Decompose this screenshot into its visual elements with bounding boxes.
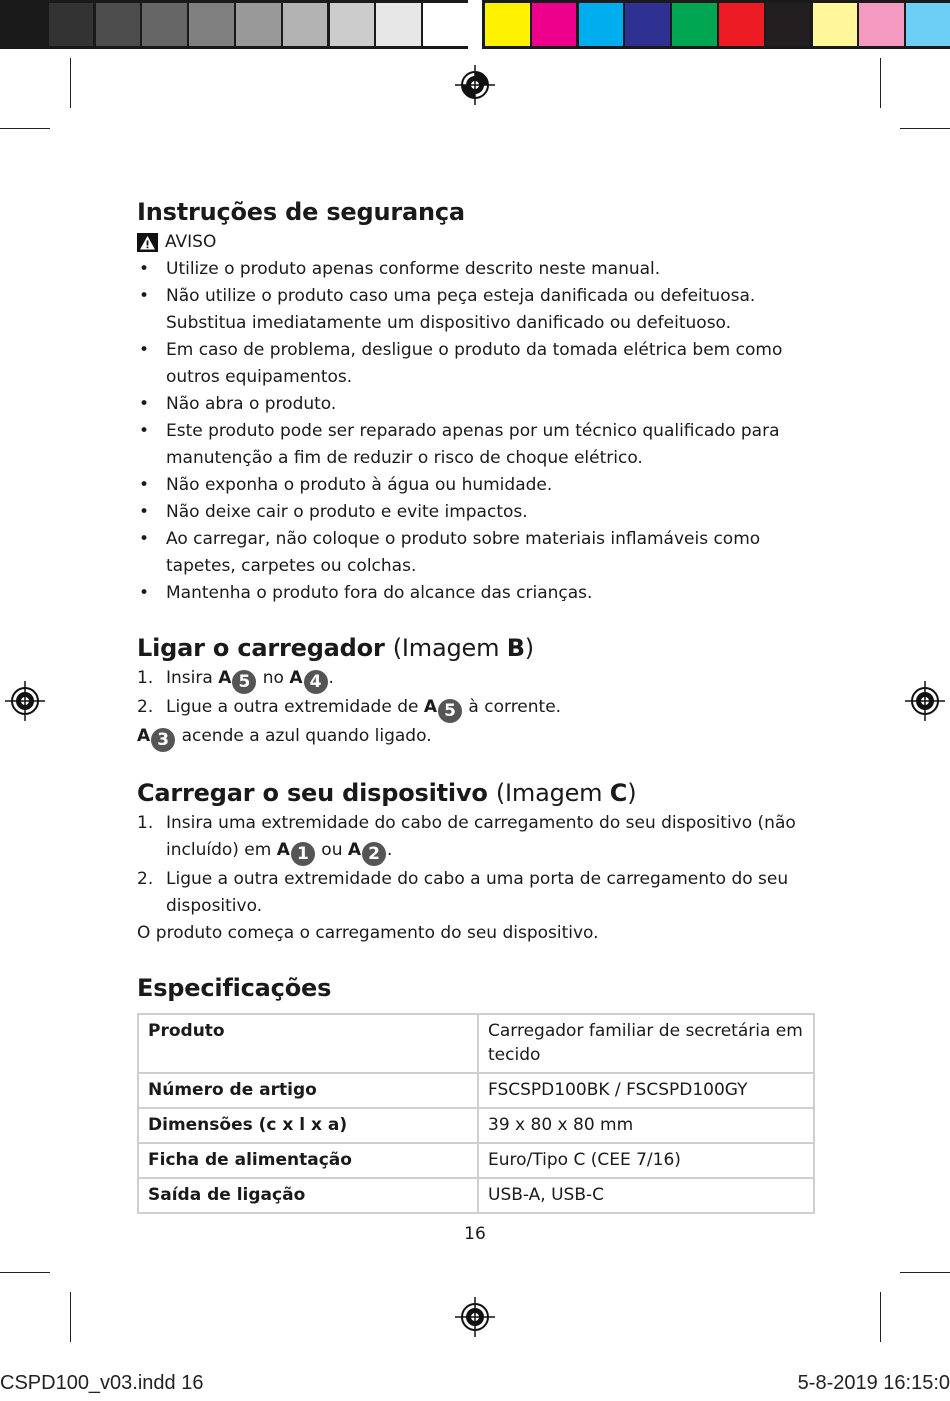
step-item [137,694,817,723]
gray-swatch [142,3,187,46]
color-swatch [532,3,577,46]
charge-note: O produto começa o carregamento do seu dispositivo. [137,923,599,943]
registration-mark-icon [455,1297,495,1337]
list-item: • Não abra o produto. [137,391,817,418]
color-swatch [719,3,764,46]
part-letter: A [276,840,290,860]
list-item: • Ao carregar, não coloque o produto sobre materiais inflamáveis como tapetes, carpetes ou colchas. [137,526,817,580]
step-number: 2. [137,869,154,889]
crop-mark [900,128,950,129]
registration-mark-icon [5,681,45,721]
part-number-badge: 1 [291,842,315,866]
charge-title: Carregar o seu dispositivo [137,779,488,807]
step-text: . [328,668,334,688]
list-item: • Não deixe cair o produto e evite impactos. [137,499,817,526]
gray-swatch [49,3,94,46]
connect-steps [137,665,817,723]
step-number: 1. [137,668,154,688]
table-row [138,1014,814,1073]
list-item: • Não exponha o produto à água ou humidade. [137,472,817,499]
crop-mark [0,1272,50,1273]
paren-close: ) [524,634,534,662]
gray-swatch [2,3,47,46]
part-letter: A [289,668,303,688]
part-number-badge: 4 [304,670,328,694]
safety-heading: Instruções de segurança [137,198,465,226]
list-item: • Em caso de problema, desligue o produto da tomada elétrica bem como outros equipamentos. [137,337,817,391]
step-text: Insira [166,668,219,688]
color-swatch [813,3,858,46]
page-content [137,195,817,1214]
part-letter: A [137,726,151,746]
gray-swatch [423,3,468,46]
connect-figure-ref [393,634,534,662]
step-text: ou [315,840,348,860]
table-row [138,1108,814,1143]
warning-label [137,229,817,256]
charge-figure-ref [496,779,637,807]
step-text: Ligue a outra extremidade do cabo a uma porta de carregamento do seu dispositivo. [166,869,789,916]
step-item [137,810,817,866]
color-swatch [579,3,624,46]
part-number-badge: 3 [151,728,175,752]
list-item: • Não utilize o produto caso uma peça esteja danificada ou defeituosa. Substitua imediatamente um dispositivo danificado ou defeituoso. [137,283,817,337]
warning-text: AVISO [165,232,217,252]
list-item: • Utilize o produto apenas conforme descrito neste manual. [137,256,817,283]
note-text: acende a azul quando ligado. [176,726,432,746]
gray-swatch [236,3,281,46]
safety-list [137,256,817,607]
paren-close: ) [627,779,637,807]
gray-swatch [330,3,375,46]
gray-swatch [189,3,234,46]
connect-title: Ligar o carregador [137,634,385,662]
crop-mark [880,1292,881,1342]
spec-value: Carregador familiar de secretária em tecido [478,1014,814,1073]
slug-datetime: 5-8-2019 16:15:0 [797,1372,950,1394]
gray-swatch [376,3,421,46]
crop-mark [70,58,71,108]
part-number-badge: 5 [232,670,256,694]
specs-table [137,1013,815,1214]
crop-mark [900,1272,950,1273]
step-item [137,866,817,920]
page-number: 16 [464,1224,486,1244]
spec-key: Número de artigo [138,1073,478,1108]
color-swatch [766,3,811,46]
color-swatch [906,3,950,46]
paren-open: (Imagem [392,634,507,662]
part-letter: A [218,668,232,688]
part-letter: A [347,840,362,860]
spec-value: USB-A, USB-C [478,1178,814,1213]
spec-value: FSCSPD100BK / FSCSPD100GY [478,1073,814,1108]
color-swatch [485,3,530,46]
registration-mark-icon [455,65,495,105]
step-text: à corrente. [463,697,562,717]
charge-heading [137,776,817,810]
spec-value: 39 x 80 x 80 mm [478,1108,814,1143]
figure-letter: B [506,634,525,662]
list-item: • Mantenha o produto fora do alcance das crianças. [137,580,817,607]
slug-filename: CSPD100_v03.indd 16 [0,1372,204,1394]
table-row [138,1178,814,1213]
spec-key: Dimensões (c x l x a) [138,1108,478,1143]
step-text: . [387,840,393,860]
connect-heading [137,631,817,665]
color-swatch [672,3,717,46]
step-text: no [257,668,290,688]
part-letter: A [423,697,438,717]
gray-swatch [283,3,328,46]
specs-heading: Especificações [137,974,332,1002]
color-swatch [859,3,904,46]
registration-mark-icon [905,681,945,721]
spec-key: Ficha de alimentação [138,1143,478,1178]
connect-note [137,723,817,752]
step-number: 2. [137,697,154,717]
part-number-badge: 5 [438,699,462,723]
step-text: Ligue a outra extremidade de [166,697,424,717]
warning-icon [137,233,158,252]
step-text: Insira uma extremidade do cabo de carregamento do seu dispositivo (não incluído) em [166,813,796,860]
spec-value: Euro/Tipo C (CEE 7/16) [478,1143,814,1178]
paren-open: (Imagem [495,779,610,807]
crop-mark [880,58,881,108]
step-number: 1. [137,813,154,833]
list-item: • Este produto pode ser reparado apenas por um técnico qualificado para manutenção a fim de reduzir o risco de choque elétrico. [137,418,817,472]
table-row [138,1143,814,1178]
charge-steps [137,810,817,920]
color-swatch [625,3,670,46]
crop-mark [70,1292,71,1342]
crop-mark [0,128,50,129]
spec-key: Saída de ligação [138,1178,478,1213]
part-number-badge: 2 [362,842,386,866]
table-row [138,1073,814,1108]
spec-key: Produto [138,1014,478,1073]
figure-letter: C [609,779,628,807]
gray-swatch [96,3,141,46]
step-item [137,665,817,694]
